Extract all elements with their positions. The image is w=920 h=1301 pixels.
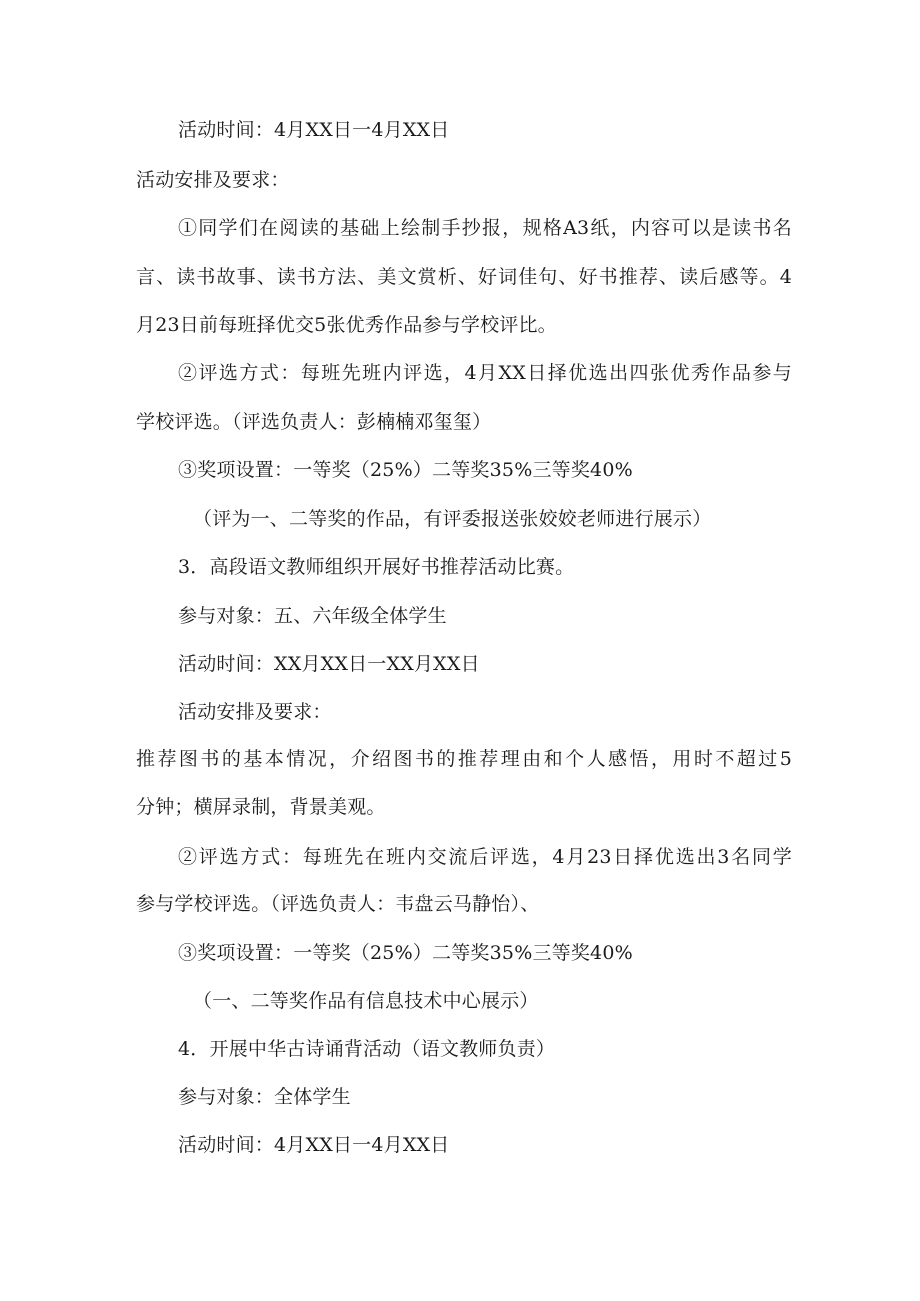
paragraph-line: 参与学校评选。（评选负责人：韦盘云马静怡）、 [136, 893, 540, 915]
section-heading: 3．高段语文教师组织开展好书推荐活动比赛。 [178, 556, 575, 578]
paragraph-line: ②评选方式：每班先班内评选，4月XX日择优选出四张优秀作品参与 [178, 362, 792, 384]
activity-time-line: 活动时间：XX月XX日一XX月XX日 [178, 653, 480, 675]
activity-time-line: 活动时间：4月XX日一4月XX日 [178, 1134, 450, 1156]
award-settings-line: ③奖项设置：一等奖（25%）二等奖35%三等奖40% [178, 459, 633, 481]
paragraph-line: 分钟；横屏录制，背景美观。 [136, 796, 386, 818]
paragraph-line: 月23日前每班择优交5张优秀作品参与学校评比。 [136, 314, 557, 336]
arrangement-heading: 活动安排及要求： [178, 701, 332, 723]
paragraph-line: 推荐图书的基本情况，介绍图书的推荐理由和个人感悟，用时不超过5 [136, 748, 792, 770]
participants-line: 参与对象：五、六年级全体学生 [178, 605, 447, 627]
note-line: （一、二等奖作品有信息技术中心展示） [193, 990, 539, 1012]
note-line: （评为一、二等奖的作品，有评委报送张姣姣老师进行展示） [193, 508, 712, 530]
section-heading: 4．开展中华古诗诵背活动（语文教师负责） [178, 1038, 556, 1060]
participants-line: 参与对象：全体学生 [178, 1086, 351, 1108]
award-settings-line: ③奖项设置：一等奖（25%）二等奖35%三等奖40% [178, 942, 633, 964]
paragraph-line: ②评选方式：每班先在班内交流后评选，4月23日择优选出3名同学 [178, 846, 792, 868]
arrangement-heading: 活动安排及要求： [136, 169, 290, 191]
paragraph-line: ①同学们在阅读的基础上绘制手抄报，规格A3纸，内容可以是读书名 [178, 217, 792, 239]
activity-time-line: 活动时间：4月XX日一4月XX日 [178, 119, 450, 141]
paragraph-line: 学校评选。（评选负责人：彭楠楠邓玺玺） [136, 411, 492, 433]
paragraph-line: 言、读书故事、读书方法、美文赏析、好词佳句、好书推荐、读后感等。4 [136, 266, 792, 288]
